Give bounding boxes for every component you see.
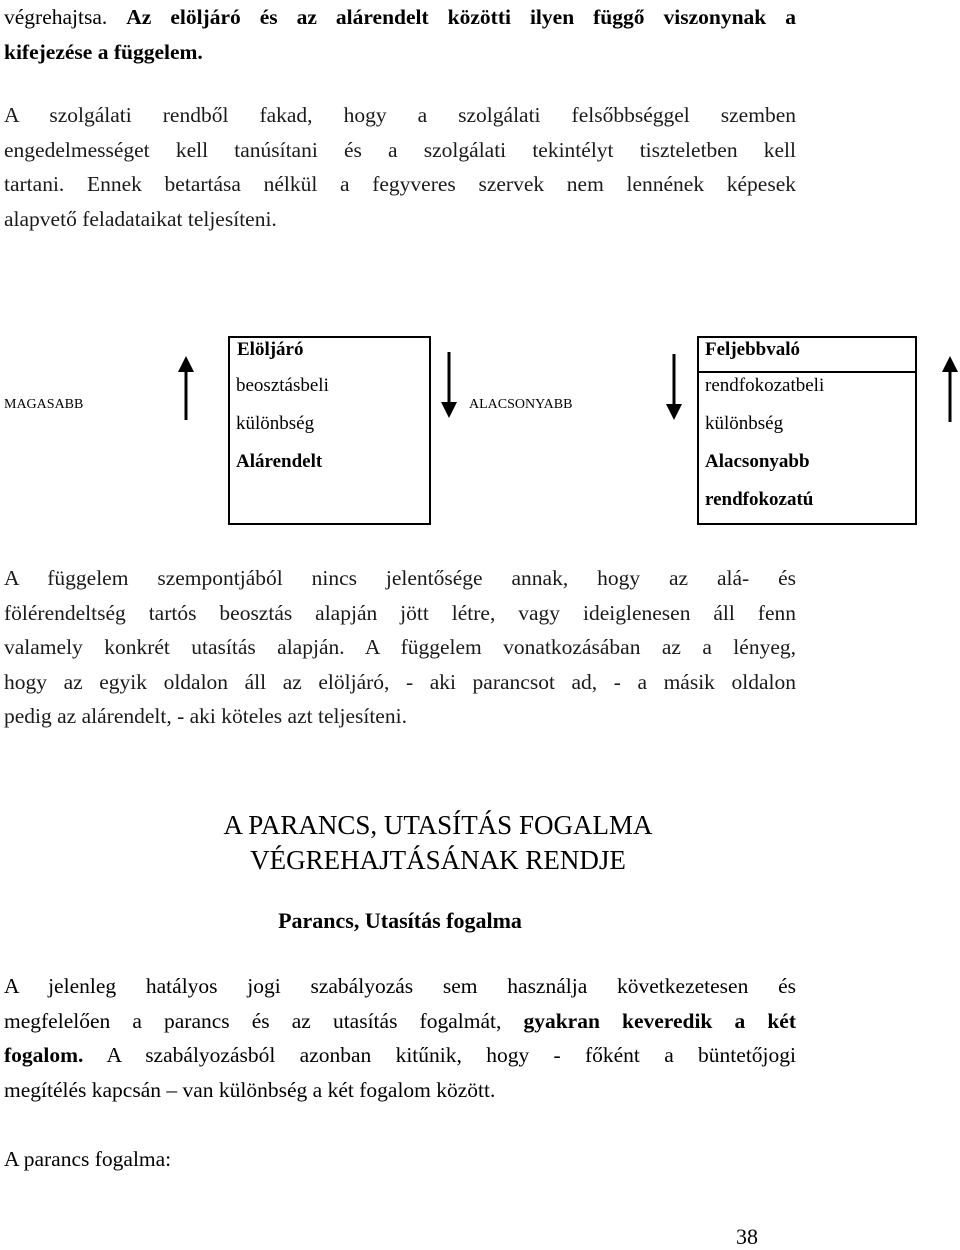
- paragraph-line: tartani. Ennek betartása nélkül a fegyveres szervek nem lennének képesek: [4, 172, 796, 196]
- page-number: 38: [736, 1224, 758, 1249]
- paragraph-szolgalati-rend: [4, 98, 796, 236]
- paragraph-line: hogy az egyik oldalon áll az elöljáró, - aki parancsot ad, - a másik oldalon: [4, 669, 796, 694]
- box-beosztas-bottom: Alárendelt: [236, 451, 323, 472]
- down-arrow-icon: [664, 354, 684, 420]
- paragraph-line: A szolgálati rendből fakad, hogy a szolgálati felsőbbséggel szemben: [4, 103, 796, 127]
- section-heading-line2: VÉGREHAJTÁSÁNAK RENDJE: [250, 845, 626, 875]
- paragraph-line: A függelem szempontjából nincs jelentősége annak, hogy az alá- és: [4, 566, 796, 590]
- intro-bold-text: Az elöljáró és az alárendelt közötti ilyen függő viszonynak a: [126, 5, 796, 29]
- paragraph-line: megítélés kapcsán – van különbség a két fogalom között.: [4, 1077, 496, 1102]
- paragraph-parancs-fogalma: [4, 1142, 796, 1177]
- alacsonyabb-label: ALACSONYABB: [469, 397, 573, 412]
- paragraph-line: A parancs fogalma:: [4, 1147, 172, 1171]
- box-beosztas-mid2: különbség: [236, 413, 315, 434]
- box-beosztas-top: Elöljáró: [237, 339, 304, 360]
- paragraph-line: fölérendeltség tartós beosztás alapján jött létre, vagy ideiglenesen áll fenn: [4, 600, 796, 625]
- box-rendfokozat-top: Feljebbvaló: [705, 339, 800, 360]
- box-rendfokozat-mid1: rendfokozatbeli: [705, 375, 825, 396]
- paragraph-text: A szabályozásból azonban kitűnik, hogy - főként a büntetőjogi: [83, 1043, 796, 1067]
- section-heading: [0, 808, 876, 878]
- paragraph-line: engedelmességet kell tanúsítani és a szolgálati tekintélyt tiszteletben kell: [4, 137, 796, 162]
- section-heading-line1: A PARANCS, UTASÍTÁS FOGALMA: [223, 810, 653, 840]
- subheading: Parancs, Utasítás fogalma: [278, 908, 522, 933]
- intro-bold-text-2: kifejezése a függelem.: [4, 39, 203, 64]
- box-rendfokozat-mid2: különbség: [705, 413, 784, 434]
- paragraph-line: alapvető feladataikat teljesíteni.: [4, 206, 277, 231]
- down-arrow-icon: [439, 352, 459, 418]
- magasabb-label: MAGASABB: [4, 397, 84, 412]
- paragraph-bold-text: fogalom.: [4, 1043, 84, 1067]
- paragraph-fuggelem: [4, 561, 796, 734]
- paragraph-szabalyozas: [4, 969, 796, 1107]
- up-arrow-icon: [940, 356, 960, 422]
- box-rendfokozat-bottom2: rendfokozatú: [705, 489, 814, 510]
- box-rendfokozat-bottom1: Alacsonyabb: [705, 451, 810, 472]
- paragraph-line: valamely konkrét utasítás alapján. A függelem vonatkozásában az a lényeg,: [4, 635, 796, 659]
- paragraph-line: A jelenleg hatályos jogi szabályozás sem használja következetesen és: [4, 974, 796, 998]
- box-beosztas-mid1: beosztásbeli: [236, 375, 329, 396]
- paragraph-text: megfelelően a parancs és az utasítás fogalmát,: [4, 1008, 524, 1033]
- up-arrow-icon: [176, 356, 196, 420]
- paragraph-bold-text: gyakran keveredik a két: [523, 1008, 796, 1033]
- paragraph-line: pedig az alárendelt, - aki köteles azt teljesíteni.: [4, 704, 407, 728]
- intro-paragraph: [4, 0, 796, 69]
- intro-text: végrehajtsa.: [4, 5, 127, 29]
